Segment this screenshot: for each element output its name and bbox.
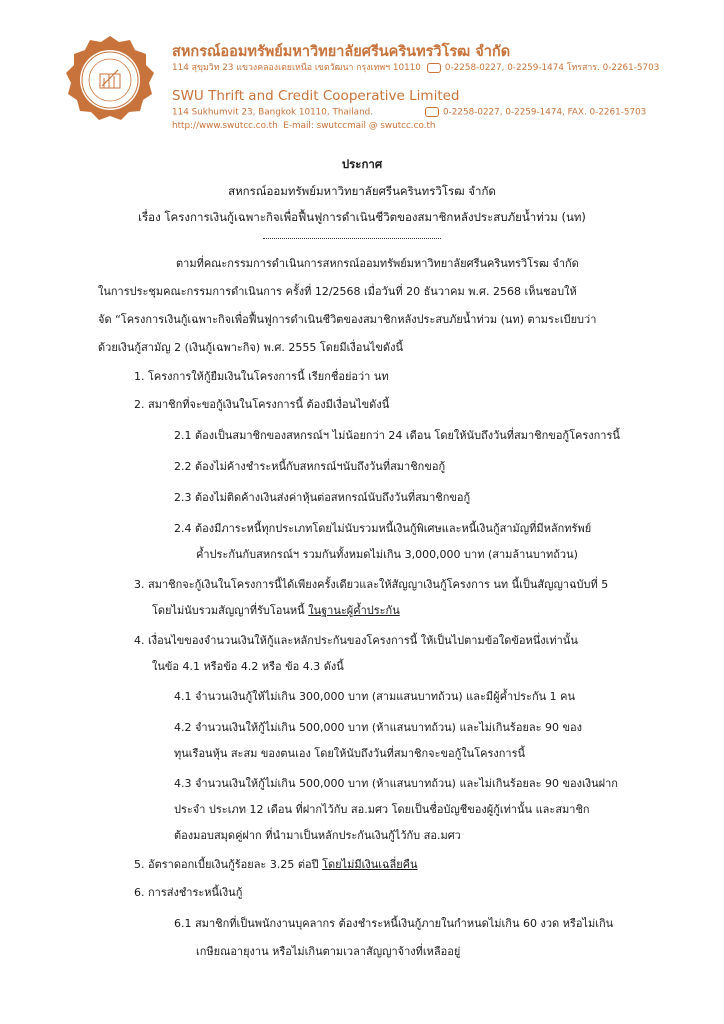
- cooperative-logo: [64, 34, 156, 126]
- address-th-text: 114 สุขุมวิท 23 แขวงคลองเตยเหนือ เขตวัฒนา กรุงเทพฯ 10110: [172, 63, 421, 73]
- list-item-2: 2. สมาชิกที่จะขอกู้เงินในโครงการนี้ ต้องมีเงื่อนไขดังนี้: [134, 398, 390, 411]
- list-item-4-2-line-1: 4.2 จำนวนเงินให้กู้ไม่เกิน 500,000 บาท (ห้าแสนบาทถ้วน) และไม่เกินร้อยละ 90 ของ: [174, 721, 583, 734]
- list-item-2-4-line-1: 2.4 ต้องมีภาระหนี้ทุกประเภทโดยไม่นับรวมหนี้เงินกู้พิเศษและหนี้เงินกู้สามัญที่มีหลักทรัพย์: [174, 522, 592, 535]
- list-item-5: [134, 858, 418, 872]
- phones-en-text: 0-2258-0227, 0-2259-1474, FAX. 0-2261-5703: [443, 107, 647, 118]
- list-item-3-underlined: ในฐานะผู้ค้ำประกัน: [308, 604, 400, 617]
- address-en-text: 114 Sukhumvit 23, Bangkok 10110, Thailand.: [172, 107, 374, 118]
- list-item-3-text: โดยไม่นับรวมสัญญาที่รับโอนหนี้: [152, 604, 309, 617]
- list-item-1: 1. โครงการให้กู้ยืมเงินในโครงการนี้ เรียกชื่อย่อว่า นท: [134, 370, 389, 383]
- announcement-subject: เรื่อง โครงการเงินกู้เฉพาะกิจเพื่อฟื้นฟูการดำเนินชีวิตของสมาชิกหลังประสบภัยน้ำท่วม (นท): [138, 210, 586, 224]
- list-item-4-line-2: ในข้อ 4.1 หรือข้อ 4.2 หรือ ข้อ 4.3 ดังนี้: [152, 660, 344, 673]
- dotted-separator: [263, 238, 441, 239]
- announcement-heading: ประกาศ: [341, 157, 383, 171]
- org-name-en: SWU Thrift and Credit Cooperative Limited: [172, 88, 460, 104]
- address-th: [172, 60, 659, 74]
- phone-icon: [425, 107, 439, 117]
- org-name-th: สหกรณ์ออมทรัพย์มหาวิทยาลัยศรีนครินทรวิโรฒ จำกัด: [172, 44, 511, 60]
- list-item-4-1: 4.1 จำนวนเงินกู้ให้ไม่เกิน 300,000 บาท (สามแสนบาทถ้วน) และมีผู้ค้ำประกัน 1 คน: [174, 690, 576, 703]
- list-item-4-2-line-2: ทุนเรือนหุ้น สะสม ของตนเอง โดยให้นับถึงวันที่สมาชิกจะขอกู้ในโครงการนี้: [174, 747, 526, 760]
- list-item-4-3-line-2: ประจำ ประเภท 12 เดือน ที่ฝากไว้กับ สอ.มศว โดยเป็นชื่อบัญชีของผู้กู้เท่านั้น และสมาชิก: [174, 803, 590, 816]
- list-item-6-1-line-1: 6.1 สมาชิกที่เป็นพนักงานบุคลากร ต้องชำระหนี้เงินกู้ภายในกำหนดไม่เกิน 60 งวด หรือไม่เกิน: [174, 917, 614, 930]
- announcement-org: สหกรณ์ออมทรัพย์มหาวิทยาลัยศรีนครินทรวิโรฒ จำกัด: [228, 184, 496, 198]
- list-item-6: 6. การส่งชำระหนี้เงินกู้: [134, 886, 243, 899]
- phones-th-text: 0-2258-0227, 0-2259-1474 โทรสาร. 0-2261-5703: [444, 63, 660, 73]
- address-en: [172, 107, 646, 118]
- list-item-4-line-1: 4. เงื่อนไขของจำนวนเงินให้กู้และหลักประกันของโครงการนี้ ให้เป็นไปตามข้อใดข้อหนึ่งเท่านั้น: [134, 634, 578, 647]
- list-item-3-line-1: 3. สมาชิกจะกู้เงินในโครงการนี้ได้เพียงครั้งเดียวและให้สัญญาเงินกู้โครงการ นท นี้เป็นสัญญาฉบับที่ 5: [134, 578, 609, 591]
- intro-line-2: ในการประชุมคณะกรรมการดำเนินการ ครั้งที่ 12/2568 เมื่อวันที่ 20 ธันวาคม พ.ศ. 2568 เห็นชอบให้: [98, 285, 577, 298]
- website-link[interactable]: http://www.swutcc.co.th: [172, 121, 278, 131]
- list-item-5-text: 5. อัตราดอกเบี้ยเงินกู้ร้อยละ 3.25 ต่อปี: [134, 858, 323, 871]
- intro-line-4: ด้วยเงินกู้สามัญ 2 (เงินกู้เฉพาะกิจ) พ.ศ. 2555 โดยมีเงื่อนไขดังนี้: [98, 341, 403, 354]
- list-item-6-1-line-2: เกษียณอายุงาน หรือไม่เกินตามเวลาสัญญาจ้างที่เหลืออยู่: [196, 945, 461, 958]
- list-item-2-4-line-2: ค้ำประกันกับสหกรณ์ฯ รวมกันทั้งหมดไม่เกิน 3,000,000 บาท (สามล้านบาทถ้วน): [196, 548, 578, 561]
- list-item-2-2: 2.2 ต้องไม่ค้างชำระหนี้กับสหกรณ์ฯนับถึงวันที่สมาชิกขอกู้: [174, 460, 446, 473]
- list-item-4-3-line-1: 4.3 จำนวนเงินให้กู้ไม่เกิน 500,000 บาท (ห้าแสนบาทถ้วน) และไม่เกินร้อยละ 90 ของเงินฝาก: [174, 777, 618, 790]
- list-item-2-3: 2.3 ต้องไม่ติดค้างเงินส่งค่าหุ้นต่อสหกรณ์นับถึงวันที่สมาชิกขอกู้: [174, 491, 471, 504]
- intro-line-3: จัด “โครงการเงินกู้เฉพาะกิจเพื่อฟื้นฟูการดำเนินชีวิตของสมาชิกหลังประสบภัยน้ำท่วม (นท) ตามระเบียบว่า: [98, 313, 597, 326]
- intro-line-1: ตามที่คณะกรรมการดำเนินการสหกรณ์ออมทรัพย์มหาวิทยาลัยศรีนครินทรวิโรฒ จำกัด: [176, 257, 579, 270]
- list-item-5-underlined: โดยไม่มีเงินเฉลี่ยคืน: [322, 858, 418, 871]
- list-item-3-line-2: [152, 604, 400, 618]
- email-link[interactable]: E-mail: swutccmail @ swutcc.co.th: [283, 121, 436, 131]
- web-email-line: [172, 121, 436, 131]
- phone-icon: [427, 63, 441, 73]
- list-item-4-3-line-3: ต้องมอบสมุดคู่ฝาก ที่นำมาเป็นหลักประกันเงินกู้ไว้กับ สอ.มศว: [174, 829, 461, 842]
- list-item-2-1: 2.1 ต้องเป็นสมาชิกของสหกรณ์ฯ ไม่น้อยกว่า 24 เดือน โดยให้นับถึงวันที่สมาชิกขอกู้โครงการนี้: [174, 429, 620, 442]
